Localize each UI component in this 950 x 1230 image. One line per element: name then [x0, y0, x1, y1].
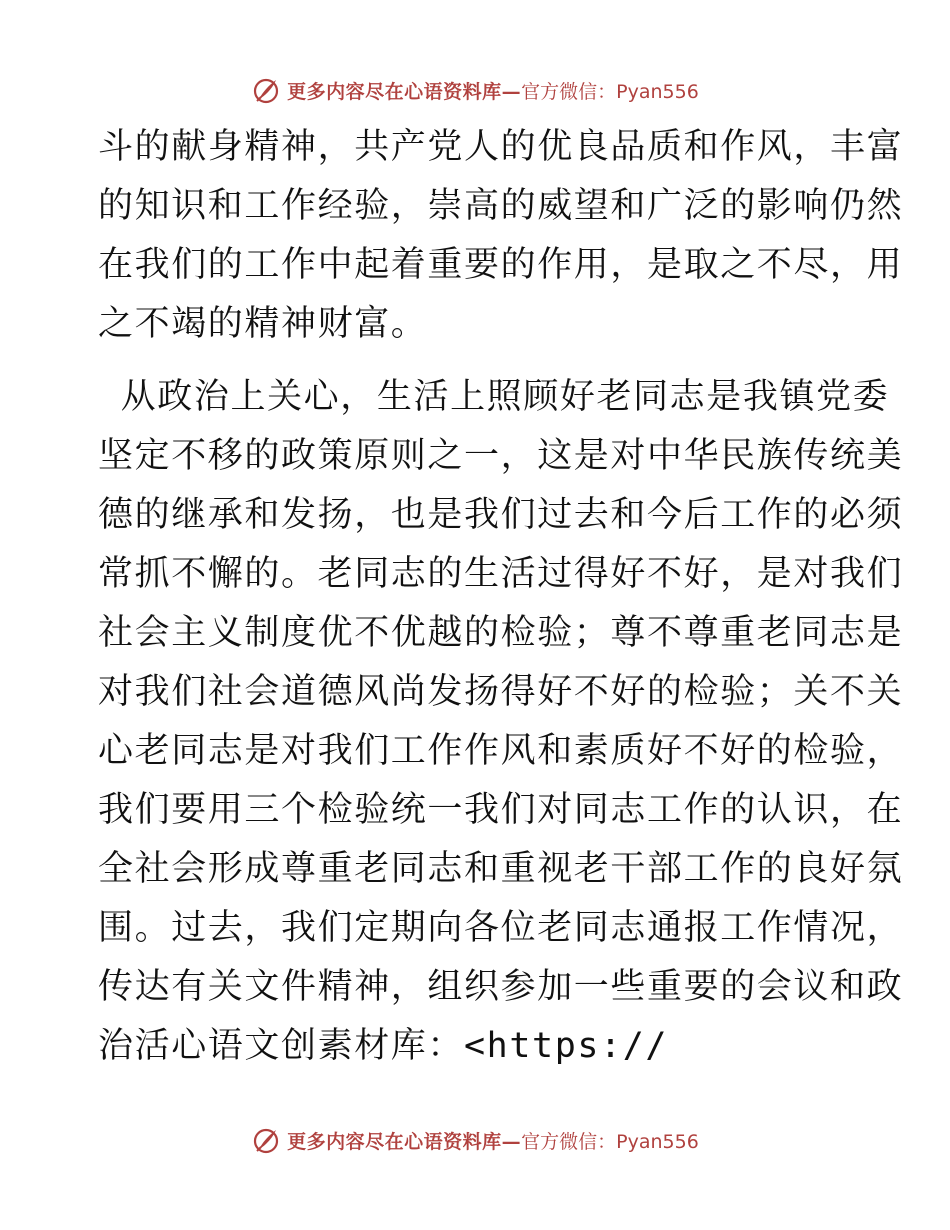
header-banner-contact: 官方微信：Pyan556: [521, 80, 699, 103]
text-line: 斗的献身精神，共产党人的优良品质和作风，丰富: [98, 127, 904, 167]
text-line: 坚定不移的政策原则之一，这是对中华民族传统美: [98, 436, 904, 476]
header-banner-text: 更多内容尽在心语资料库—: [287, 80, 522, 103]
text-line: 心老同志是对我们工作作风和素质好不好的检验，: [98, 731, 904, 771]
text-line: 在我们的工作中起着重要的作用，是取之不尽，用: [98, 245, 904, 285]
feather-pen-logo-icon: [251, 1125, 281, 1155]
footer-banner: [0, 1120, 950, 1160]
text-line: 的知识和工作经验，崇高的威望和广泛的影响仍然: [98, 186, 904, 226]
text-line: 围。过去，我们定期向各位老同志通报工作情况，: [98, 908, 904, 948]
text-line: 我们要用三个检验统一我们对同志工作的认识，在: [98, 790, 904, 830]
paragraph-2: [98, 368, 904, 1076]
text-line: 之不竭的精神财富。: [98, 304, 428, 344]
feather-pen-logo-icon: [251, 75, 281, 105]
text-line: 德的继承和发扬，也是我们过去和今后工作的必须: [98, 495, 904, 535]
text-line: 对我们社会道德风尚发扬得好不好的检验；关不关: [98, 672, 904, 712]
text-line: 全社会形成尊重老同志和重视老干部工作的良好氛: [98, 849, 904, 889]
text-line: 社会主义制度优不优越的检验；尊不尊重老同志是: [98, 613, 904, 653]
document-body: [98, 118, 904, 1076]
text-line: 治活心语文创素材库：<https://: [98, 1026, 669, 1066]
header-banner: [0, 70, 950, 110]
text-line: 常抓不懈的。老同志的生活过得好不好，是对我们: [98, 554, 904, 594]
paragraph-1: [98, 118, 904, 354]
text-line: 从政治上关心，生活上照顾好老同志是我镇党委: [98, 377, 890, 417]
text-line: 传达有关文件精神，组织参加一些重要的会议和政: [98, 967, 904, 1007]
footer-banner-text: 更多内容尽在心语资料库—: [287, 1130, 522, 1153]
footer-banner-contact: 官方微信：Pyan556: [521, 1130, 699, 1153]
